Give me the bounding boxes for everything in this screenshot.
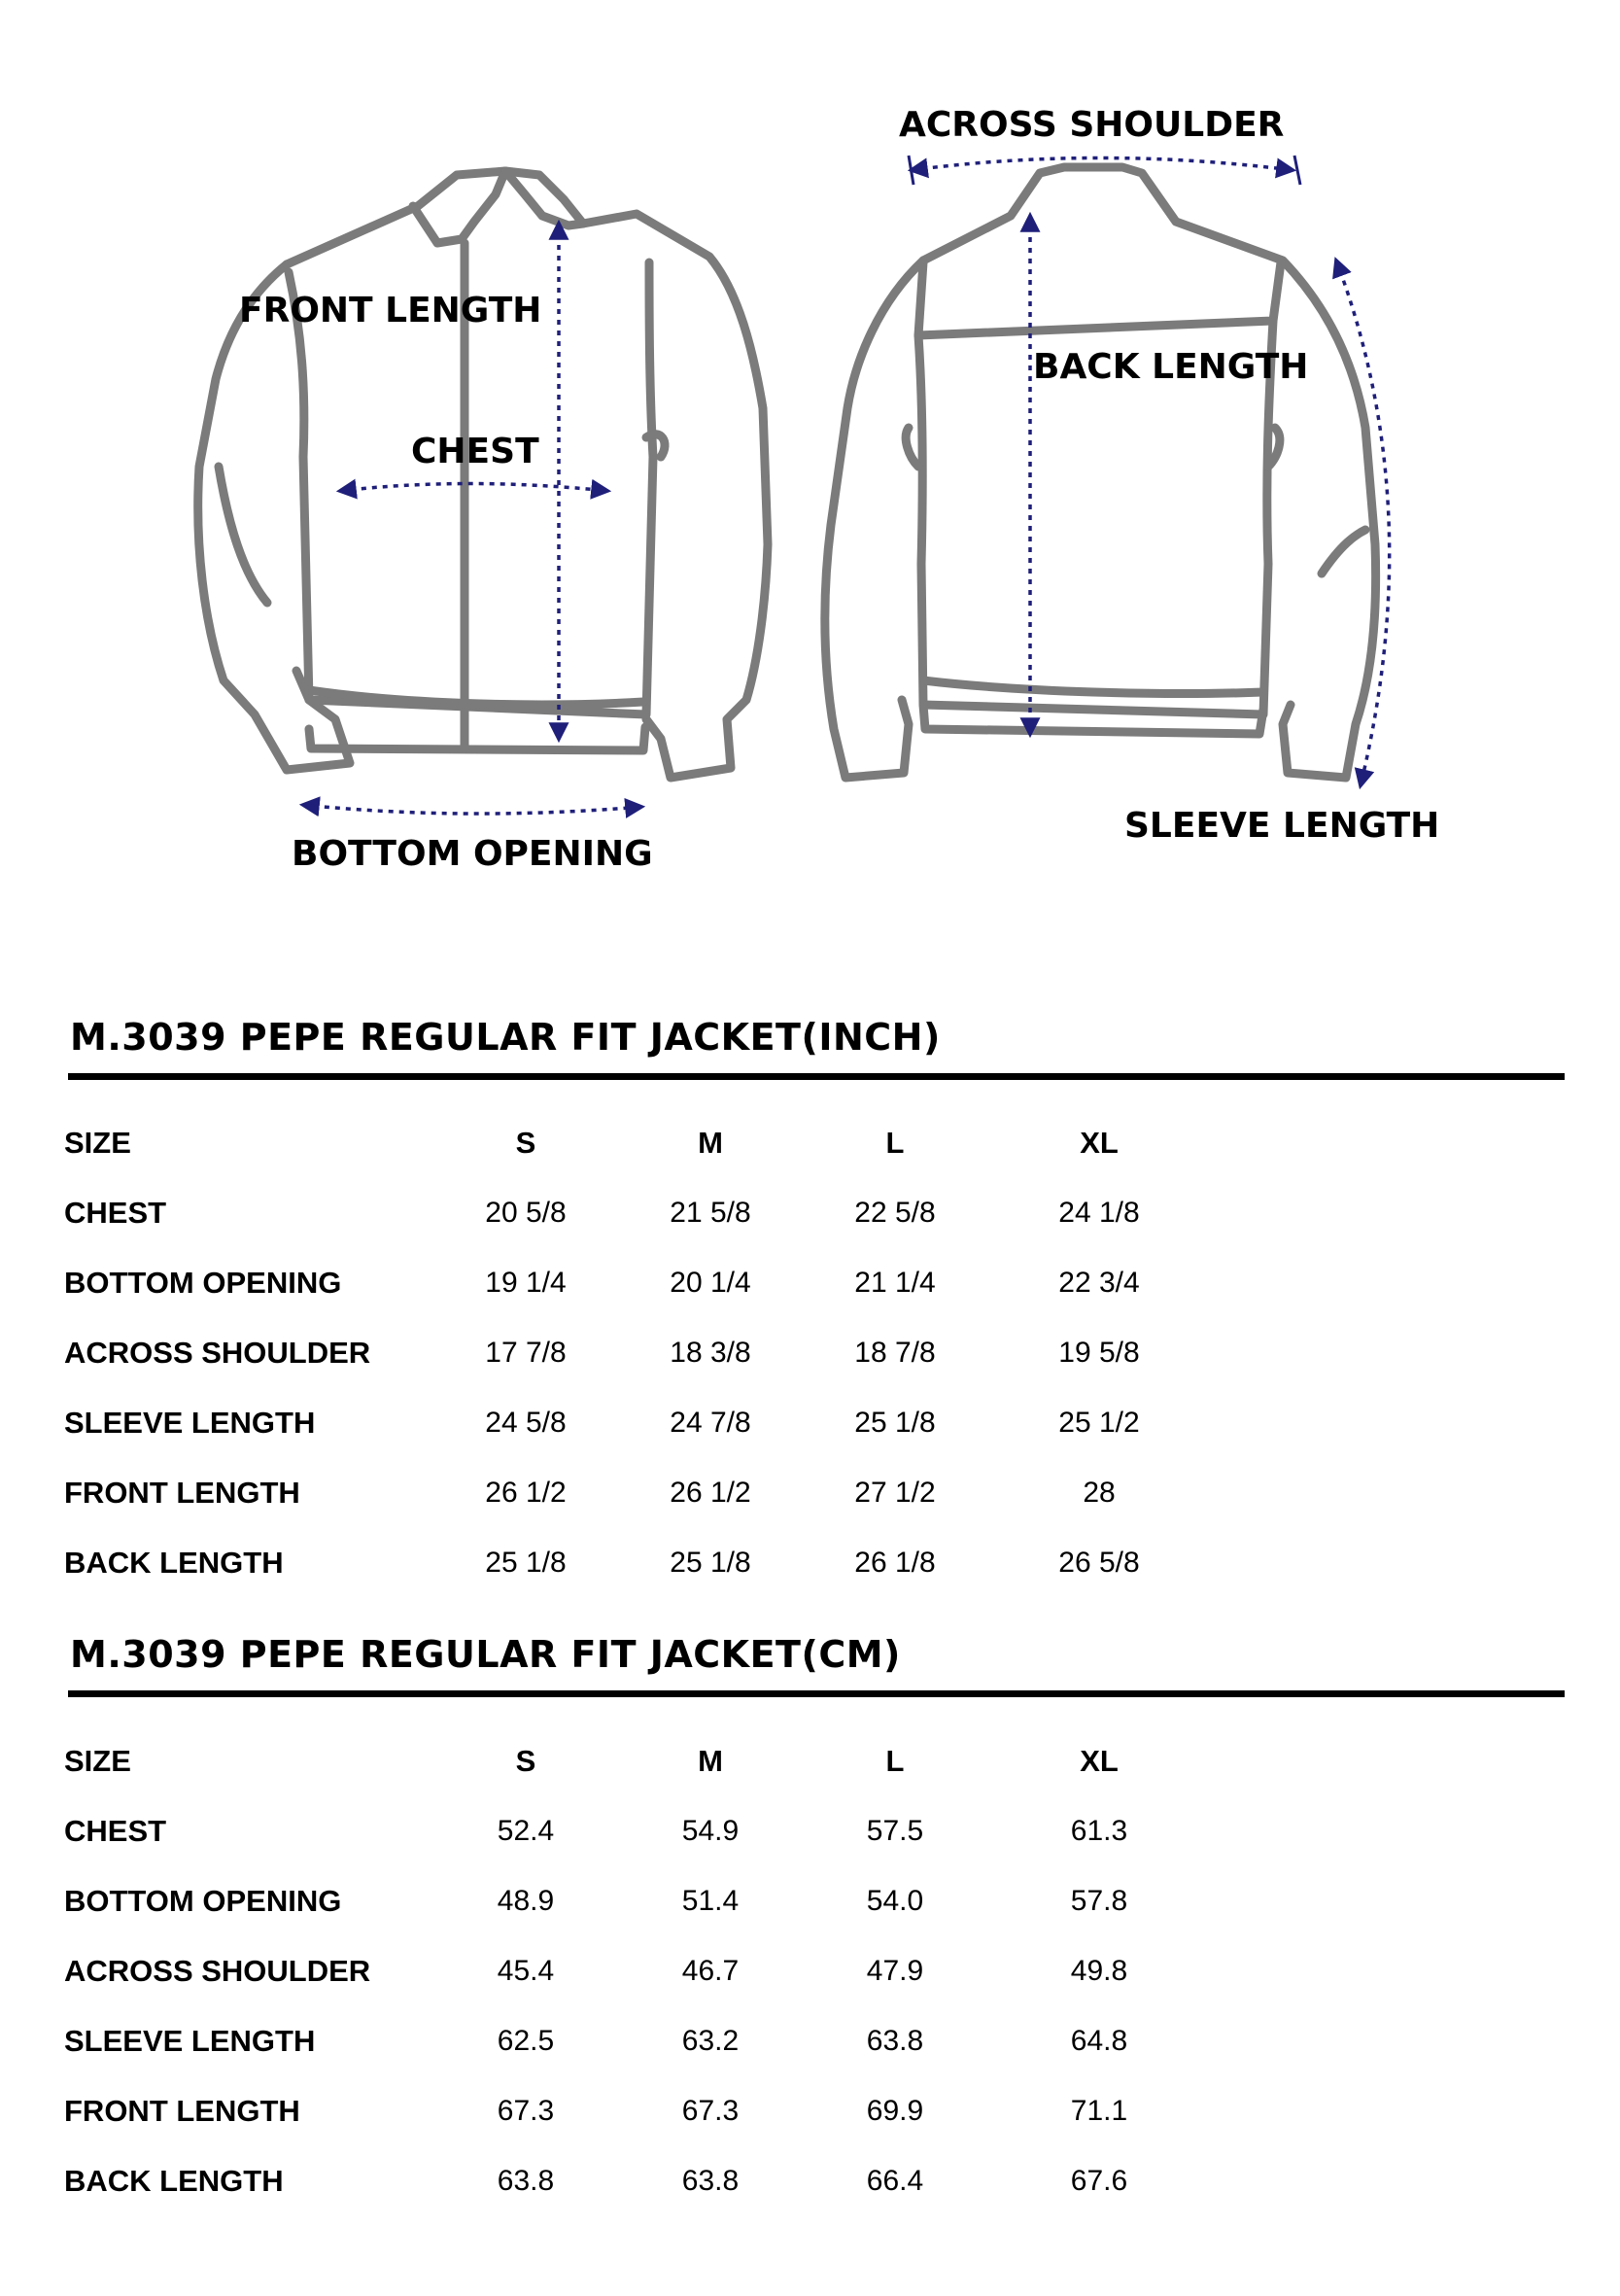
table-row [64, 1178, 1211, 1248]
back-jacket-illustration [825, 167, 1376, 778]
back-length-label: BACK LENGTH [1033, 347, 1309, 387]
value-m: 54.9 [681, 1815, 740, 1847]
measurement-name: ACROSS SHOULDER [64, 1954, 371, 1988]
measurement-name: FRONT LENGTH [64, 2094, 300, 2128]
table-row [64, 1248, 1211, 1318]
value-l: 66.4 [866, 2165, 924, 2197]
value-l: 25 1/8 [854, 1407, 936, 1439]
table-row [64, 1796, 1211, 1866]
value-xl: 61.3 [1070, 1815, 1128, 1847]
table-row [64, 2076, 1211, 2146]
value-xl: 28 [1083, 1477, 1116, 1509]
cm-title-divider [68, 1690, 1565, 1697]
size-xl-header: XL [1080, 1744, 1119, 1778]
value-s: 45.4 [497, 1955, 555, 1987]
value-m: 25 1/8 [670, 1547, 751, 1579]
sleeve-length-label: SLEEVE LENGTH [1124, 806, 1440, 846]
value-s: 67.3 [497, 2095, 555, 2127]
value-l: 69.9 [866, 2095, 924, 2127]
value-m: 20 1/4 [670, 1267, 751, 1299]
measurement-name: BACK LENGTH [64, 2164, 284, 2198]
measurement-name: BACK LENGTH [64, 1546, 284, 1580]
value-xl: 64.8 [1070, 2025, 1128, 2057]
size-s-header: S [515, 1126, 536, 1160]
value-s: 20 5/8 [485, 1197, 567, 1229]
value-xl: 67.6 [1070, 2165, 1128, 2197]
size-l-header: L [885, 1744, 905, 1778]
cm-table-title: M.3039 PEPE REGULAR FIT JACKET(CM) [70, 1633, 901, 1676]
table-row [64, 1866, 1211, 1936]
value-xl: 57.8 [1070, 1885, 1128, 1917]
value-m: 21 5/8 [670, 1197, 751, 1229]
measurement-name: BOTTOM OPENING [64, 1884, 342, 1918]
value-l: 22 5/8 [854, 1197, 936, 1229]
value-m: 63.8 [681, 2165, 740, 2197]
value-m: 46.7 [681, 1955, 740, 1987]
table-row [64, 1388, 1211, 1458]
table-row [64, 1936, 1211, 2006]
table-row [64, 1458, 1211, 1528]
inch-size-table [64, 1108, 1211, 1598]
inch-table-title: M.3039 PEPE REGULAR FIT JACKET(INCH) [70, 1016, 941, 1059]
value-s: 19 1/4 [485, 1267, 567, 1299]
value-l: 26 1/8 [854, 1547, 936, 1579]
cm-size-table [64, 1726, 1211, 2216]
size-l-header: L [885, 1126, 905, 1160]
size-m-header: M [698, 1126, 723, 1160]
value-xl: 24 1/8 [1058, 1197, 1140, 1229]
front-length-label: FRONT LENGTH [239, 291, 542, 330]
size-xl-header: XL [1080, 1126, 1119, 1160]
value-l: 18 7/8 [854, 1337, 936, 1369]
measurement-name: SLEEVE LENGTH [64, 1406, 316, 1440]
value-m: 51.4 [681, 1885, 740, 1917]
chest-label: CHEST [411, 432, 539, 471]
bottom-opening-label: BOTTOM OPENING [292, 834, 653, 874]
value-xl: 25 1/2 [1058, 1407, 1140, 1439]
table-header-row [64, 1726, 1211, 1796]
value-l: 54.0 [866, 1885, 924, 1917]
value-s: 26 1/2 [485, 1477, 567, 1509]
value-l: 47.9 [866, 1955, 924, 1987]
value-l: 27 1/2 [854, 1477, 936, 1509]
measurement-name: CHEST [64, 1814, 167, 1848]
measurement-name: ACROSS SHOULDER [64, 1336, 371, 1370]
across-shoulder-label: ACROSS SHOULDER [899, 105, 1285, 145]
value-s: 24 5/8 [485, 1407, 567, 1439]
value-xl: 49.8 [1070, 1955, 1128, 1987]
value-s: 63.8 [497, 2165, 555, 2197]
size-m-header: M [698, 1744, 723, 1778]
bottom-opening-line [303, 805, 641, 814]
measurement-name: BOTTOM OPENING [64, 1266, 342, 1300]
table-row [64, 1318, 1211, 1388]
value-l: 57.5 [866, 1815, 924, 1847]
value-m: 67.3 [681, 2095, 740, 2127]
table-row [64, 1528, 1211, 1598]
value-l: 21 1/4 [854, 1267, 936, 1299]
value-s: 62.5 [497, 2025, 555, 2057]
table-row [64, 2146, 1211, 2216]
value-m: 18 3/8 [670, 1337, 751, 1369]
jacket-measurement-diagram [0, 0, 1620, 933]
measurement-name: FRONT LENGTH [64, 1476, 300, 1510]
value-s: 52.4 [497, 1815, 555, 1847]
value-s: 25 1/8 [485, 1547, 567, 1579]
measurement-name: CHEST [64, 1196, 167, 1230]
size-header: SIZE [64, 1126, 131, 1160]
chest-line [340, 484, 607, 492]
value-s: 48.9 [497, 1885, 555, 1917]
table-header-row [64, 1108, 1211, 1178]
front-jacket-illustration [198, 171, 768, 778]
value-s: 17 7/8 [485, 1337, 567, 1369]
value-xl: 26 5/8 [1058, 1547, 1140, 1579]
value-xl: 22 3/4 [1058, 1267, 1140, 1299]
inch-title-divider [68, 1073, 1565, 1080]
value-xl: 71.1 [1070, 2095, 1128, 2127]
size-s-header: S [515, 1744, 536, 1778]
table-row [64, 2006, 1211, 2076]
measurement-name: SLEEVE LENGTH [64, 2024, 316, 2058]
size-header: SIZE [64, 1744, 131, 1778]
value-xl: 19 5/8 [1058, 1337, 1140, 1369]
value-m: 63.2 [681, 2025, 740, 2057]
value-l: 63.8 [866, 2025, 924, 2057]
value-m: 24 7/8 [670, 1407, 751, 1439]
value-m: 26 1/2 [670, 1477, 751, 1509]
